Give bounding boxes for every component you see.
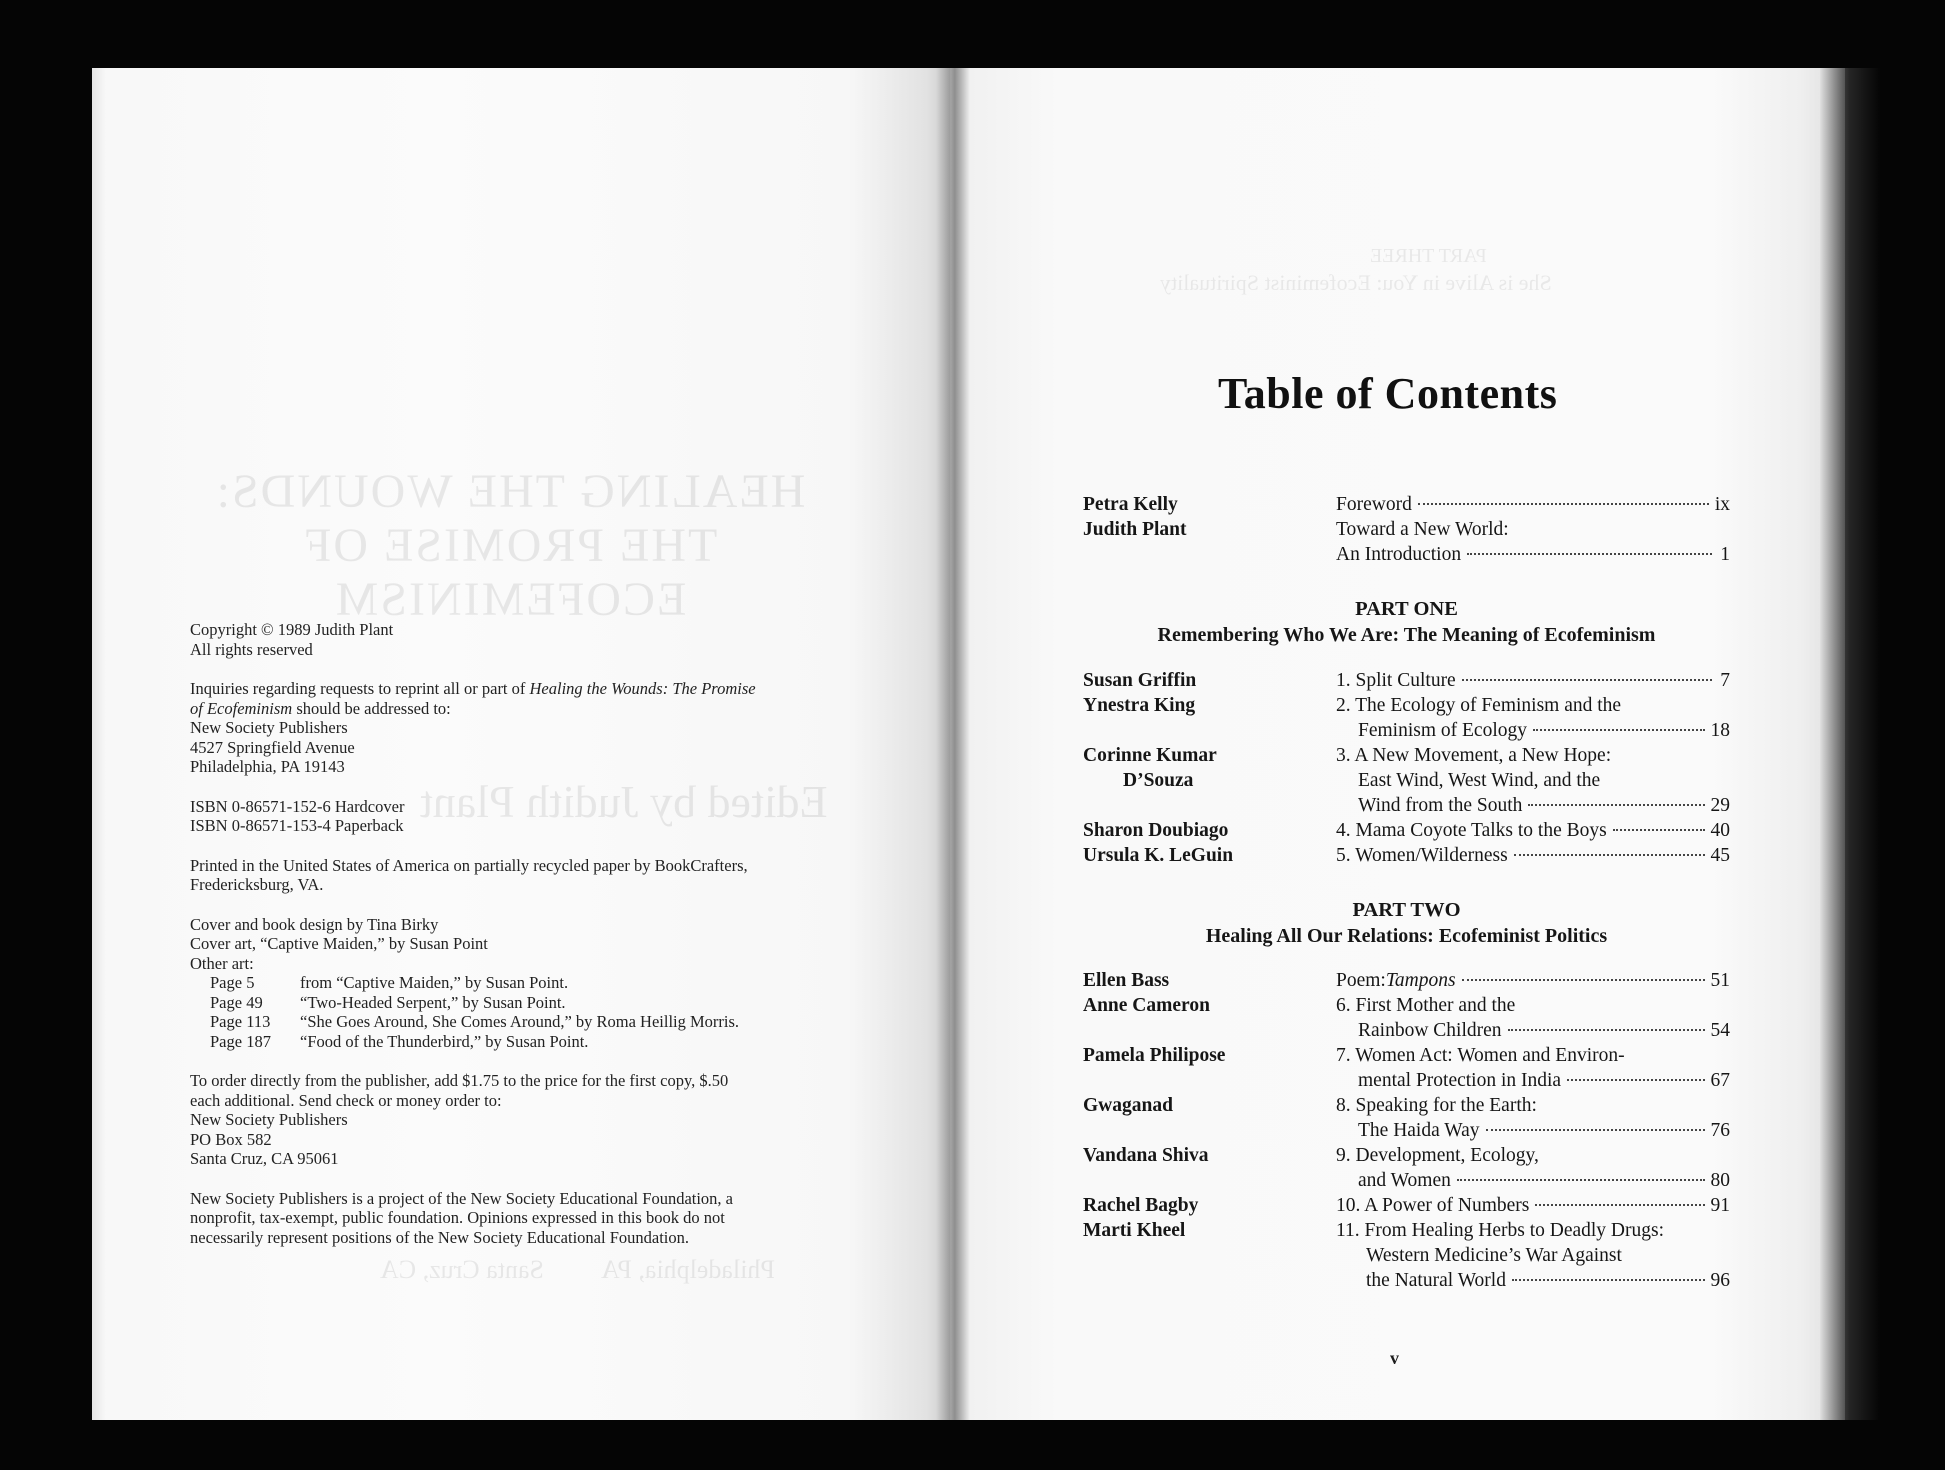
toc-entry <box>1336 1143 1730 1169</box>
toc-entry-title: Foreword <box>1336 494 1412 515</box>
toc-entry <box>1358 718 1730 744</box>
art-desc: from “Captive Maiden,” by Susan Point. <box>300 973 569 992</box>
design-line: Cover and book design by Tina Birky <box>190 914 439 934</box>
dot-leader <box>1418 503 1709 505</box>
isbn-paperback: ISBN 0-86571-153-4 Paperback <box>190 816 404 835</box>
toc-author: Pamela Philipose <box>1083 1045 1226 1066</box>
isbn-block <box>190 797 840 836</box>
toc-row <box>1083 1043 1730 1069</box>
design-block <box>190 915 840 1052</box>
toc-entry-title: 3. A New Movement, a New Hope: <box>1336 745 1612 766</box>
toc-entry-title: 2. The Ecology of Feminism and the <box>1336 695 1622 716</box>
toc-row <box>1083 843 1730 869</box>
toc-author: Judith Plant <box>1083 519 1187 540</box>
toc-entry <box>1358 1168 1730 1194</box>
toc-entry-title: Toward a New World: <box>1336 519 1509 540</box>
address-line: Philadelphia, PA 19143 <box>190 757 345 776</box>
copyright-page-text <box>190 620 840 1267</box>
toc-row <box>1083 968 1730 994</box>
dot-leader <box>1512 1279 1705 1281</box>
toc-row <box>1083 1193 1730 1219</box>
toc-row <box>1083 542 1730 568</box>
toc-row <box>1083 1068 1730 1094</box>
dot-leader <box>1462 979 1705 981</box>
dot-leader <box>1467 553 1712 555</box>
dot-leader <box>1514 854 1705 856</box>
toc-row <box>1083 517 1730 543</box>
toc-entry-title: East Wind, West Wind, and the <box>1358 770 1601 791</box>
toc-page-number: 7 <box>1720 670 1730 691</box>
toc-entry <box>1358 768 1730 794</box>
inquiries-prefix: Inquiries regarding requests to reprint all or part of <box>190 679 530 698</box>
toc-row <box>1083 818 1730 844</box>
toc-entry <box>1336 1193 1730 1219</box>
toc-row <box>1083 1268 1730 1294</box>
toc-entry-title: Wind from the South <box>1358 795 1523 816</box>
design-line: Cover art, “Captive Maiden,” by Susan Point <box>190 934 488 953</box>
toc-entry-title: 1. Split Culture <box>1336 670 1456 691</box>
art-page: Page 49 <box>210 992 263 1012</box>
toc-title: Table of Contents <box>1218 369 1558 418</box>
dot-leader <box>1457 1179 1705 1181</box>
toc-entry <box>1366 1243 1730 1269</box>
toc-page-number: ix <box>1714 494 1730 515</box>
order-line: PO Box 582 <box>190 1129 272 1149</box>
toc-row <box>1083 793 1730 819</box>
toc-row <box>1083 668 1730 694</box>
toc-row <box>1083 1218 1730 1244</box>
toc-page-number: 96 <box>1710 1270 1730 1291</box>
project-line: nonprofit, tax-exempt, public foundation. Opinions expressed in this book do not <box>190 1208 725 1227</box>
toc-entry-title: Poem: <box>1336 970 1386 991</box>
toc-entry-title: the Natural World <box>1366 1270 1506 1291</box>
toc-entry <box>1336 668 1730 694</box>
toc-entry-title: 7. Women Act: Women and Environ- <box>1336 1045 1625 1066</box>
art-desc: “Food of the Thunderbird,” by Susan Point. <box>300 1031 589 1051</box>
toc-page-number: 54 <box>1710 1020 1730 1041</box>
show-through-part-three: PART THREE <box>1370 245 1487 267</box>
toc-entry <box>1336 492 1730 518</box>
inquiries-block <box>190 679 840 777</box>
address-line: New Society Publishers <box>190 718 348 737</box>
toc-entry-title: 4. Mama Coyote Talks to the Boys <box>1336 820 1607 841</box>
toc-row <box>1083 1168 1730 1194</box>
toc-entry <box>1358 1068 1730 1094</box>
toc-author: Corinne Kumar <box>1083 745 1217 766</box>
toc-row <box>1083 743 1730 769</box>
toc-entry <box>1336 1093 1730 1119</box>
toc-row <box>1083 768 1730 794</box>
toc-entry-title: 9. Development, Ecology, <box>1336 1145 1539 1166</box>
other-art-row <box>190 993 840 1013</box>
dot-leader <box>1486 1129 1705 1131</box>
project-block <box>190 1189 840 1248</box>
toc-page-number: 67 <box>1710 1070 1730 1091</box>
toc-author: Marti Kheel <box>1083 1220 1186 1241</box>
toc-row <box>1083 1243 1730 1269</box>
toc-row <box>1083 492 1730 518</box>
toc-author: Rachel Bagby <box>1083 1195 1199 1216</box>
book-spine-shadow <box>936 68 970 1420</box>
address-line: 4527 Springfield Avenue <box>190 737 355 757</box>
inquiries-suffix: should be addressed to: <box>292 698 451 718</box>
project-line: New Society Publishers is a project of the New Society Educational Foundation, a <box>190 1188 734 1208</box>
toc-page-number: 91 <box>1710 1195 1730 1216</box>
toc-entry-title: 8. Speaking for the Earth: <box>1336 1095 1537 1116</box>
toc-entry <box>1336 843 1730 869</box>
toc-entry-title: Western Medicine’s War Against <box>1366 1245 1622 1266</box>
toc-row <box>1083 1143 1730 1169</box>
inquiries-line-1 <box>190 679 840 699</box>
toc-entry <box>1336 517 1730 543</box>
toc-entry <box>1336 743 1730 769</box>
art-desc: “She Goes Around, She Comes Around,” by Roma Heillig Morris. <box>300 1012 740 1031</box>
project-line: necessarily represent positions of the New Society Educational Foundation. <box>190 1227 690 1247</box>
dot-leader <box>1535 1204 1704 1206</box>
other-art-row <box>190 1032 840 1052</box>
toc-entry-title: Rainbow Children <box>1358 1020 1502 1041</box>
toc-page-number: 80 <box>1710 1170 1730 1191</box>
part-two-label: PART TWO <box>1352 899 1461 921</box>
copyright-line: Copyright © 1989 Judith Plant <box>190 620 394 639</box>
art-page: Page 113 <box>210 1012 271 1031</box>
toc-author: Petra Kelly <box>1083 494 1178 515</box>
inquiries-book-title-1: Healing the Wounds: The Promise <box>529 679 756 698</box>
toc-entry-title-italic: Tampons <box>1385 970 1456 991</box>
toc-entry <box>1358 1118 1730 1144</box>
toc-author: D’Souza <box>1123 770 1194 791</box>
order-line: To order directly from the publisher, add $1.75 to the price for the first copy, $.50 <box>190 1071 729 1090</box>
page-folio: v <box>1390 1348 1399 1368</box>
toc-entry <box>1336 1043 1730 1069</box>
dot-leader <box>1533 729 1705 731</box>
toc-entry-title: Feminism of Ecology <box>1358 720 1527 741</box>
printed-line: Fredericksburg, VA. <box>190 875 324 894</box>
toc-page-number: 51 <box>1710 970 1730 991</box>
toc-page-number: 40 <box>1710 820 1730 841</box>
toc-entry <box>1358 793 1730 819</box>
dot-leader <box>1567 1079 1704 1081</box>
dot-leader <box>1508 1029 1705 1031</box>
order-line: each additional. Send check or money order to: <box>190 1090 502 1110</box>
page-edge-shadow <box>1820 68 1880 1420</box>
toc-author: Anne Cameron <box>1083 995 1210 1016</box>
dot-leader <box>1528 804 1704 806</box>
toc-row <box>1083 693 1730 719</box>
toc-row <box>1083 993 1730 1019</box>
toc-author: Vandana Shiva <box>1083 1145 1209 1166</box>
dot-leader <box>1613 829 1705 831</box>
toc-row <box>1083 1118 1730 1144</box>
inquiries-line-2 <box>190 699 840 719</box>
toc-entry-title: mental Protection in India <box>1358 1070 1562 1091</box>
dot-leader <box>1462 679 1712 681</box>
other-art-row <box>190 1012 840 1032</box>
order-block <box>190 1071 840 1169</box>
toc-row <box>1083 718 1730 744</box>
toc-page-number: 1 <box>1720 544 1730 565</box>
toc-author: Gwaganad <box>1083 1095 1173 1116</box>
show-through-editor: Edited by Judith Plant <box>420 776 828 827</box>
toc-entry-title: An Introduction <box>1336 544 1462 565</box>
isbn-hardcover: ISBN 0-86571-152-6 Hardcover <box>190 796 405 816</box>
rights-line: All rights reserved <box>190 639 313 659</box>
toc-entry <box>1336 542 1730 568</box>
toc-entry <box>1358 1018 1730 1044</box>
design-line: Other art: <box>190 953 254 973</box>
order-line: Santa Cruz, CA 95061 <box>190 1149 339 1168</box>
toc-entry <box>1336 993 1730 1019</box>
part-one-label: PART ONE <box>1355 598 1458 620</box>
toc-entry <box>1336 1218 1730 1244</box>
toc-entry-title: 5. Women/Wilderness <box>1336 845 1508 866</box>
art-desc: “Two-Headed Serpent,” by Susan Point. <box>300 992 566 1012</box>
toc-entry-title: The Haida Way <box>1358 1120 1480 1141</box>
toc-entry <box>1336 968 1730 994</box>
toc-author: Ellen Bass <box>1083 970 1170 991</box>
toc-entry-title: and Women <box>1358 1170 1451 1191</box>
toc-author: Susan Griffin <box>1083 670 1197 691</box>
toc-row <box>1083 1093 1730 1119</box>
toc-author: Ursula K. LeGuin <box>1083 845 1234 866</box>
toc-entry-title: 11. From Healing Herbs to Deadly Drugs: <box>1336 1220 1665 1241</box>
show-through-title: HEALING THE WOUNDS: THE PROMISE OF ECOFEMINISM <box>214 465 806 626</box>
order-line: New Society Publishers <box>190 1110 348 1129</box>
toc-entry <box>1366 1268 1730 1294</box>
toc-entry <box>1336 693 1730 719</box>
printed-block <box>190 856 840 895</box>
toc-author: Ynestra King <box>1083 695 1196 716</box>
art-page: Page 5 <box>210 973 255 992</box>
inquiries-book-title-2: of Ecofeminism <box>190 698 293 718</box>
show-through-places: Philadelphia, PA Santa Cruz, CA <box>380 1255 775 1284</box>
art-page: Page 187 <box>210 1031 271 1051</box>
part-two-subtitle: Healing All Our Relations: Ecofeminist Politics <box>1205 925 1608 947</box>
printed-line: Printed in the United States of America on partially recycled paper by BookCrafters, <box>190 855 748 875</box>
toc-entry-title: 6. First Mother and the <box>1336 995 1516 1016</box>
copyright-block <box>190 620 840 659</box>
toc-page-number: 18 <box>1710 720 1730 741</box>
toc-page-number: 45 <box>1710 845 1730 866</box>
toc-page-number: 76 <box>1710 1120 1730 1141</box>
toc-entry-title: 10. A Power of Numbers <box>1336 1195 1530 1216</box>
part-one-subtitle: Remembering Who We Are: The Meaning of Ecofeminism <box>1157 624 1656 646</box>
show-through-part-three-sub: She is Alive in You: Ecofeminist Spirituality <box>1160 270 1552 295</box>
toc-entry <box>1336 818 1730 844</box>
toc-page-number: 29 <box>1710 795 1730 816</box>
toc-row <box>1083 1018 1730 1044</box>
other-art-row <box>190 973 840 993</box>
toc-author: Sharon Doubiago <box>1083 820 1229 841</box>
